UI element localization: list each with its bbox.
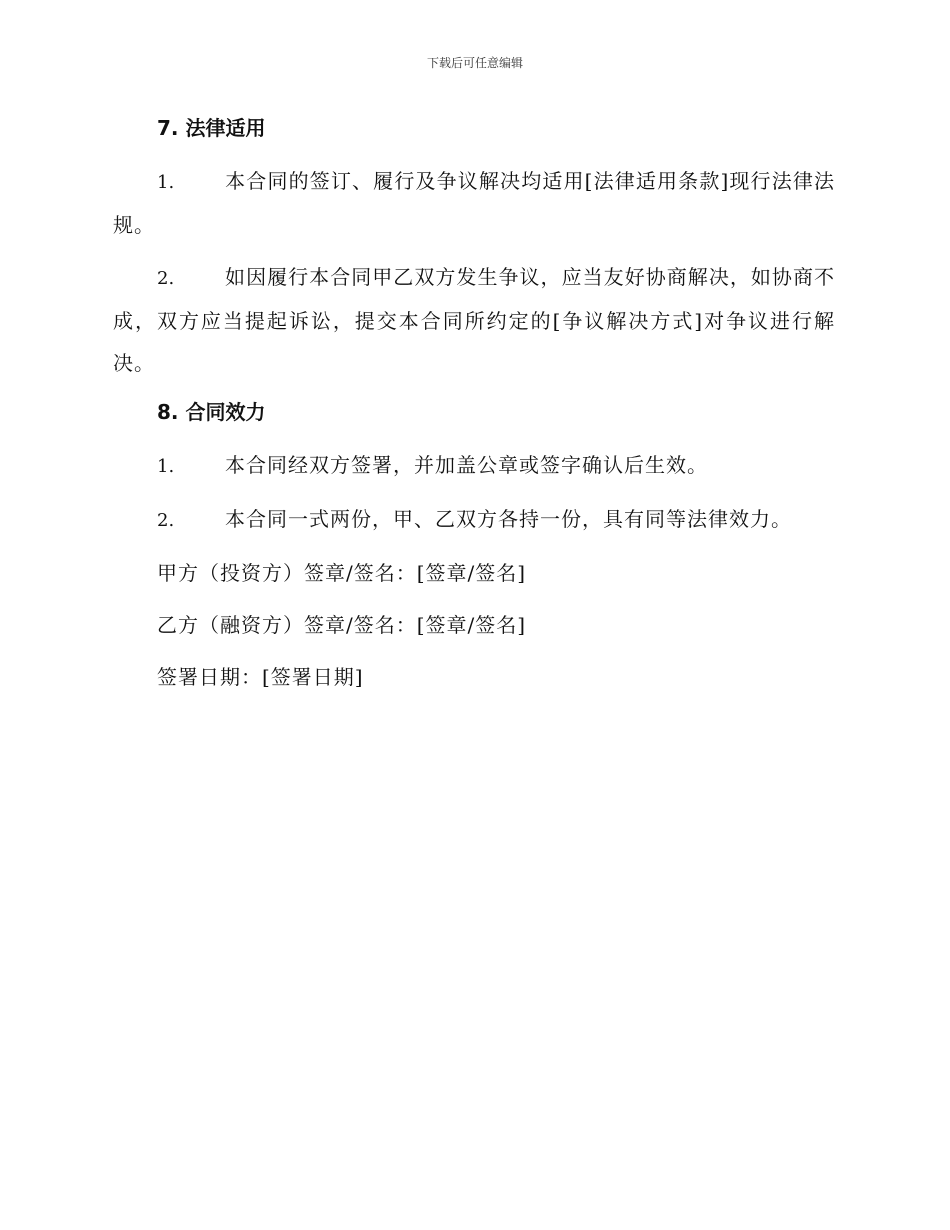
page-header: 下载后可任意编辑 <box>426 56 523 70</box>
clause-text: 本合同一式两份，甲、乙双方各持一份，具有同等法律效力。 <box>225 507 792 531</box>
clause-law-1 <box>113 160 835 246</box>
signature-party-b: 乙方（融资方）签章/签名：[签章/签名] <box>157 613 527 637</box>
clause-number: 1. <box>157 172 175 193</box>
clause-law-2 <box>113 256 835 384</box>
clause-validity-1 <box>113 444 835 488</box>
clause-text: 本合同经双方签署，并加盖公章或签字确认后生效。 <box>225 453 708 477</box>
section-title-law: 7. 法律适用 <box>157 116 266 140</box>
clause-number: 2. <box>157 268 175 289</box>
section-title-validity: 8. 合同效力 <box>157 400 266 424</box>
clause-number: 1. <box>157 456 175 477</box>
document-body <box>113 110 835 708</box>
clause-text: 本合同的签订、履行及争议解决均适用[法律适用条款]现行法律法规。 <box>113 169 835 237</box>
clause-validity-2 <box>113 498 835 542</box>
clause-number: 2. <box>157 510 175 531</box>
signature-party-a: 甲方（投资方）签章/签名：[签章/签名] <box>157 561 527 585</box>
signature-date: 签署日期：[签署日期] <box>157 665 364 689</box>
clause-text: 如因履行本合同甲乙双方发生争议，应当友好协商解决，如协商不成，双方应当提起诉讼，提交本合同所约定的[争议解决方式]对争议进行解决。 <box>113 265 835 375</box>
